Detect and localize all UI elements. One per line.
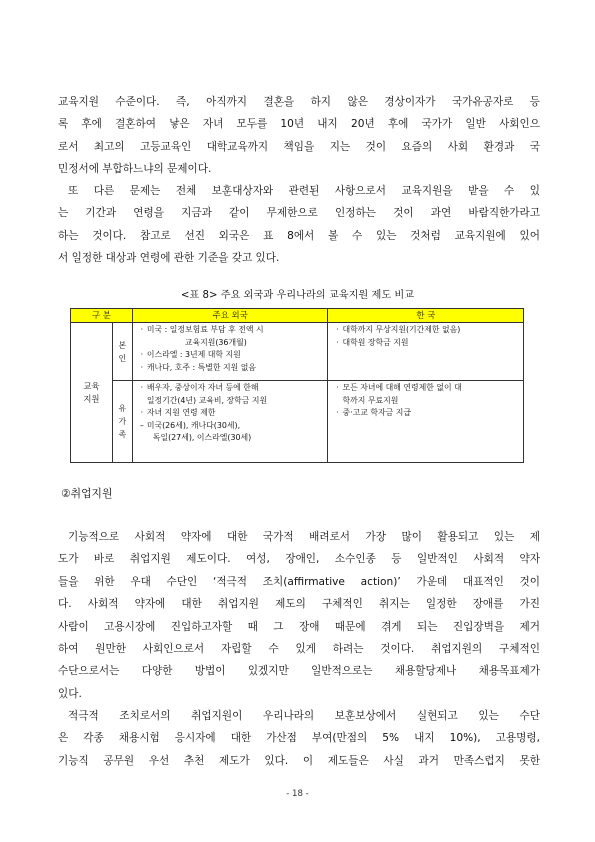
text-line: 교육지원 수준이다. 즉, 아직까지 결혼을 하지 않은 경상이자가 국가유공자로 등 — [58, 96, 540, 108]
paragraph-2 — [58, 180, 540, 270]
text-line: 적극적 조치로서의 취업지원이 우리나라의 보훈보상에서 실현되고 있는 수단 — [68, 710, 540, 722]
text-line: 은 각종 채용시험 응시자에 대한 가산점 부여(만점의 5% 내지 10%), 고용명령, — [58, 732, 540, 745]
cell-foreign-family — [132, 381, 328, 463]
text-line: 로서 최고의 고등교육인 대학교육까지 책임을 지는 것이 요즘의 사회 환경과 국 — [58, 140, 540, 153]
header-foreign: 주요 외국 — [132, 309, 328, 323]
text-line: 사람이 고용시장에 진입하고자할 때 그 장애 때문에 겪게 되는 진입장벽을 제거 — [58, 620, 540, 633]
list-item: – 미국(26세), 캐나다(30세), — [139, 420, 241, 430]
text-line: 다. 사회적 약자에 대한 취업지원 제도의 구체적인 취지는 일정한 장애를 가진 — [58, 598, 540, 611]
comparison-table — [70, 308, 524, 463]
page-number: - 18 - — [286, 789, 309, 799]
text-line: 또 다른 문제는 전체 보훈대상자와 관련된 사항으로서 교육지원을 받을 수 있 — [68, 185, 540, 197]
list-item-continuation: 교육지원(36개월) — [184, 337, 247, 347]
list-item: · 중·고교 학자금 지급 — [336, 408, 411, 418]
text-line: 기능적으로 사회적 약자에 대한 국가적 배려로서 가장 많이 활용되고 있는 제 — [68, 531, 540, 543]
list-item: · 대학까지 무상지원(기간제한 없음) — [336, 325, 461, 334]
table-row — [71, 323, 524, 381]
table-header-row — [71, 309, 524, 323]
sub-label-self: 본 인 — [112, 323, 132, 381]
header-category: 구 분 — [71, 309, 133, 323]
list-item: · 캐나다, 호주 : 특별한 지원 없음 — [140, 362, 257, 372]
text-line: 기능직 공무원 우선 추천 제도가 있다. 이 제도들은 사실 과거 만족스럽지 못한 — [58, 754, 540, 767]
list-item: · 모든 자녀에 대해 연령제한 없이 대 — [336, 383, 462, 392]
paragraph-1 — [58, 91, 540, 181]
paragraph-4 — [58, 705, 540, 772]
text-line: 들을 위한 우대 수단인 ‘적극적 조치(affirmative action)’ 가운데 대표적인 것이 — [58, 575, 540, 588]
text-line: 민정서에 부합하느냐의 문제이다. — [58, 163, 212, 176]
cell-korea-self — [328, 323, 524, 381]
text-line: 있다. — [58, 687, 82, 700]
list-item: · 배우자, 중상이자 자녀 등에 한해 — [140, 383, 259, 392]
section-title: ②취업지원 — [61, 487, 113, 500]
paragraph-3 — [58, 526, 540, 705]
list-item-continuation: 일정기간(4년) 교육비, 장학금 지원 — [146, 395, 268, 405]
cell-korea-family — [328, 381, 524, 463]
list-item: · 대학원 장학금 지원 — [336, 337, 409, 347]
list-item-continuation: 학까지 무료지원 — [342, 395, 399, 405]
text-line: 도가 바로 취업지원 제도이다. 여성, 장애인, 소수인종 등 일반적인 사회적 약자 — [58, 553, 540, 566]
list-item: · 미국 : 일정보험료 부담 후 전액 시 — [140, 325, 264, 334]
header-korea: 한 국 — [328, 309, 524, 323]
table-caption: <표 8> 주요 외국과 우리나라의 교육지원 제도 비교 — [180, 290, 415, 301]
table-row — [71, 381, 524, 463]
list-item: · 이스라엘 : 3년제 대학 지원 — [140, 350, 241, 360]
text-line: 하여 원만한 사회인으로서 자립할 수 있게 하려는 것이다. 취업지원의 구체적인 — [58, 643, 540, 656]
text-line: 록 후에 결혼하여 낳은 자녀 모두를 10년 내지 20년 후에 국가가 일반 사회인으 — [58, 118, 540, 131]
list-item-continuation: 독일(27세), 이스라엘(30세) — [152, 433, 252, 443]
text-line: 수단으로서는 다양한 방법이 있겠지만 일반적으로는 채용할당제나 채용목표제가 — [58, 665, 540, 678]
text-line: 하는 것이다. 참고로 선진 외국은 표 8에서 볼 수 있는 것처럼 교육지원에 있어 — [58, 229, 540, 242]
text-line: 서 일정한 대상과 연령에 관한 기준을 갖고 있다. — [58, 252, 280, 265]
list-item: · 자녀 지원 연령 제한 — [140, 408, 216, 418]
sub-label-family: 유 가 족 — [112, 381, 132, 463]
row-group-label: 교육 지원 — [71, 323, 113, 463]
text-line: 는 기간과 연령을 지금과 같이 무제한으로 인정하는 것이 과연 바람직한가라고 — [58, 207, 540, 220]
cell-foreign-self — [132, 323, 328, 381]
